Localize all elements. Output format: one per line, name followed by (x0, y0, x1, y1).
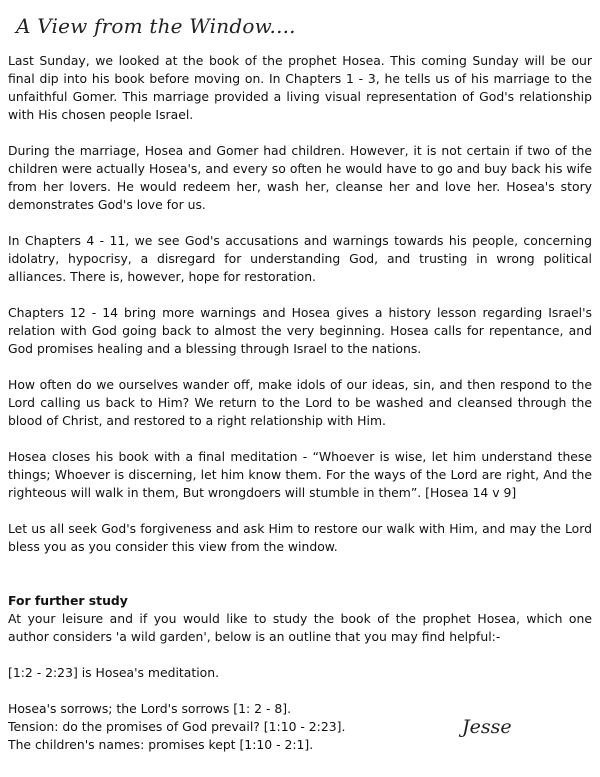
outline-gap (8, 682, 592, 700)
section-gap (8, 574, 592, 592)
further-study-intro: At your leisure and if you would like to study the book of the prophet Hosea, which one author considers 'a wild garden', below is an outline that you may find helpful:- (8, 611, 592, 644)
meditation-reference: [1:2 - 2:23] is Hosea's meditation. (8, 665, 220, 680)
further-study-heading: For further study (8, 593, 128, 608)
outline-item: Hosea's sorrows; the Lord's sorrows [1: 2 - 8]. (8, 701, 292, 716)
paragraph-intro: Last Sunday, we looked at the book of the prophet Hosea. This coming Sunday will be our final dip into his book before moving on. In Chapters 1 - 3, he tells us of his marriage to the unfaithful Gomer. This marriage provided a living visual representation of God's relationship with His chosen people Israel. (8, 53, 592, 122)
outline-item: The children's names: promises kept [1:10 - 2:1]. (8, 737, 314, 752)
paragraph-reflection: How often do we ourselves wander off, make idols of our ideas, sin, and then respond to the Lord calling us back to Him? We return to the Lord to be washed and cleansed through the blood of Christ, and restored to a right relationship with Him. (8, 377, 592, 428)
paragraph-marriage: During the marriage, Hosea and Gomer had children. However, it is not certain if two of the children were actually Hosea's, and every so often he would have to go and buy back his wife from her lovers. He would redeem her, wash her, cleanse her and love her. Hosea's story demonstrates God's love for us. (8, 143, 592, 212)
paragraph-closing: Let us all seek God's forgiveness and ask Him to restore our walk with Him, and may the Lord bless you as you consider this view from the window. (8, 521, 592, 554)
article-body (8, 52, 592, 754)
author-signature: Jesse (462, 716, 512, 738)
paragraph-final-meditation: Hosea closes his book with a final meditation - “Whoever is wise, let him understand these things; Whoever is discerning, let him know them. For the ways of the Lord are right, And the righteous will walk in them, But wrongdoers will stumble in them”. [Hosea 14 v 9] (8, 449, 592, 500)
paragraph-chapters-12-14: Chapters 12 - 14 bring more warnings and Hosea gives a history lesson regarding Israel's relation with God going back to almost the very beginning. Hosea calls for repentance, and God promises healing and a blessing through Israel to the nations. (8, 305, 592, 356)
page-title: A View from the Window.... (16, 14, 296, 38)
paragraph-chapters-4-11: In Chapters 4 - 11, we see God's accusations and warnings towards his people, concerning idolatry, hypocrisy, a disregard for understanding God, and trusting in wrong political alliances. There is, however, hope for restoration. (8, 233, 592, 284)
outline-item: Tension: do the promises of God prevail? [1:10 - 2:23]. (8, 719, 346, 734)
